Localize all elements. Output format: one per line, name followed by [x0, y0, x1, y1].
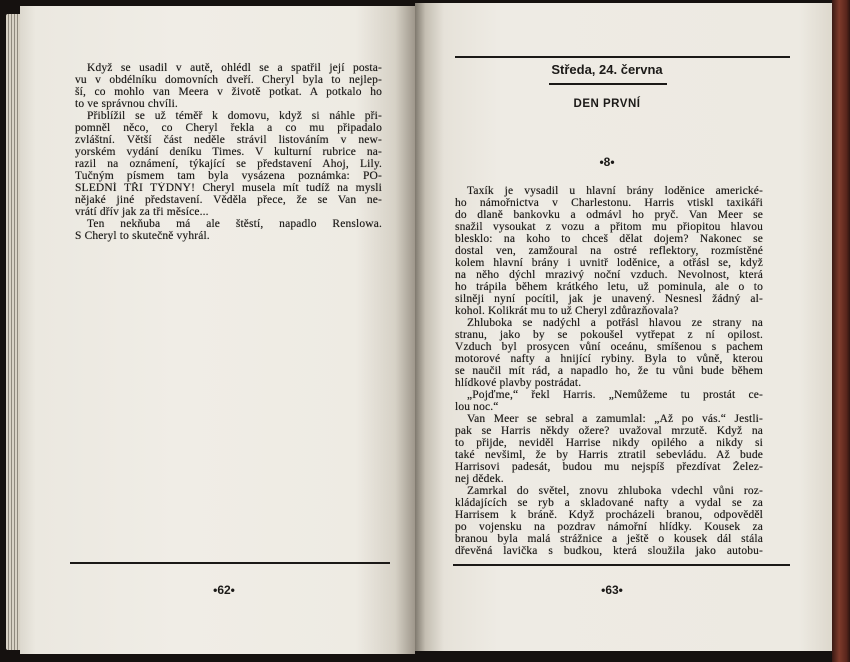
text-line: branou byla malá strážnice a ještě o kousek dál stála	[455, 533, 763, 545]
text-line: hlídkové plavby postrádat.	[455, 377, 582, 389]
book-cover-edge	[832, 0, 850, 662]
header-rule	[455, 56, 790, 58]
right-page	[415, 3, 832, 651]
paragraph	[455, 185, 763, 317]
text-line: zvláštní. Větší část neděle strávil listováním v new-	[75, 134, 382, 146]
text-line: Taxík je vysadil u hlavní brány loděnice americké-	[467, 185, 763, 197]
text-line: Van Meer se sebral a zamumlal: „Až po vás.“ Jestli-	[467, 413, 763, 425]
text-line: na něho dýchl mrazivý noční vzduch. Nevolnost, která	[455, 269, 763, 281]
text-line: nej dědek.	[455, 473, 504, 485]
paragraph	[455, 317, 763, 389]
text-line: po vojensku na pozdrav námořní hlídky. Kousek za	[455, 521, 763, 533]
right-page-text	[455, 185, 763, 557]
text-line: to přijde, neviděl Harrise nikdy opilého a nikdy si	[455, 437, 763, 449]
text-line: ší, co mohlo van Meera v životě potkat. A potkalo ho	[75, 86, 382, 98]
text-line: Zamrkal do světel, znovu zhluboka vdechl vůni roz-	[467, 485, 763, 497]
text-line: Tučným písmem tam byla vysázena poznámka: PO-	[75, 170, 382, 182]
paragraph	[455, 485, 763, 557]
left-page	[20, 6, 415, 654]
text-line: pomněl něco, co Cheryl řekla a co mu připadalo	[75, 122, 382, 134]
paragraph	[75, 218, 382, 242]
text-line: Vzduch byl prosycen vůní oceánu, smíšenou s pachem	[455, 341, 763, 353]
text-line: silněji nyní pocítil, jak je unavený. Nesnesl žádný al-	[455, 293, 763, 305]
text-line: lou noc.“	[455, 401, 499, 413]
text-line: dřevěná lavička s budkou, která sloužila jako autobu-	[455, 545, 763, 557]
chapter-number: •8•	[599, 155, 615, 169]
text-line: Ten nekňuba má ale štěstí, napadlo Renslowa.	[87, 218, 382, 230]
text-line: se naučil mít rád, a napadlo ho, že tu vůni bude během	[455, 365, 763, 377]
text-line: nějaké jiné představení. Věděla přece, že se Van ne-	[75, 194, 382, 206]
paragraph	[75, 110, 382, 218]
paragraph	[455, 413, 763, 485]
text-line: Harrisovi padesát, budou mu nejspíš přezdívat Želez-	[455, 461, 763, 473]
header-date-underline	[549, 83, 667, 85]
text-line: razil na oznámení, týkající se představení Ahoj, Lily.	[75, 158, 382, 170]
text-line: Přiblížil se už téměř k domovu, když si náhle při-	[87, 110, 382, 122]
text-line: stranu, jako by se pokoušel vytřepat z ní opilost.	[455, 329, 763, 341]
header-date: Středa, 24. června	[551, 62, 663, 77]
text-line: pak se Harris někdy ožere? uvažoval mrzutě. Když na	[455, 425, 763, 437]
text-line: blesklo: na koho to chceš dělat dojem? Nakonec se	[455, 233, 763, 245]
text-line: dostal ven, zamžoural na ostré reflektory, rozmístěné	[455, 245, 763, 257]
paragraph	[455, 389, 763, 413]
text-line: ho trápila během krátkého letu, už pominula, ale o to	[455, 281, 763, 293]
section-title: DEN PRVNÍ	[573, 98, 641, 110]
page-number: •62•	[213, 583, 235, 597]
text-line: „Pojďme,“ řekl Harris. „Nemůžeme tu prostát ce-	[467, 389, 763, 401]
text-line: Zhluboka se nadýchl a potřásl hlavou ze strany na	[467, 317, 763, 329]
text-line: kolem hlavní brány i uvnitř loděnice, a otřásl se, když	[455, 257, 763, 269]
page-number: •63•	[601, 583, 623, 597]
text-line: to ve správnou chvíli.	[75, 98, 178, 110]
left-footer-rule	[70, 562, 390, 564]
text-line: snažil vysoukat z vozu a přitom mu přiopitou hlavou	[455, 221, 763, 233]
text-line: do dlaně bankovku a odmávl ho pryč. Van Meer se	[455, 209, 763, 221]
text-line: motorové nafty a hnijící rybiny. Byla to vůně, kterou	[455, 353, 763, 365]
paragraph	[75, 62, 382, 110]
text-line: také nevšiml, že by Harris ztratil sebevládu. Až bude	[455, 449, 763, 461]
text-line: SLEDNÍ TŘI TÝDNY! Cheryl musela mít tudíž na mysli	[75, 182, 382, 194]
text-line: ho námořnictva v Charlestonu. Harris vtiskl taxikáři	[455, 197, 763, 209]
text-line: kládajících se ryb a skladované nafty a vydal se za	[455, 497, 763, 509]
text-line: Když se usadil v autě, ohlédl se a spatřil její posta-	[87, 62, 382, 74]
text-line: Harrisem k bráně. Když procházeli branou, odpověděl	[455, 509, 763, 521]
text-line: kohol. Kolikrát mu to už Cheryl zdůrazňovala?	[455, 305, 679, 317]
text-line: vu v obdélníku domovních dveří. Cheryl byla to nejlep-	[75, 74, 382, 86]
left-page-text	[75, 62, 382, 242]
text-line: S Cheryl to skutečně vyhrál.	[75, 230, 210, 242]
text-line: vrátí dřív jak za tři měsíce...	[75, 206, 209, 218]
text-line: yorském vydání deníku Times. V kulturní rubrice na-	[75, 146, 382, 158]
right-footer-rule	[453, 564, 790, 566]
